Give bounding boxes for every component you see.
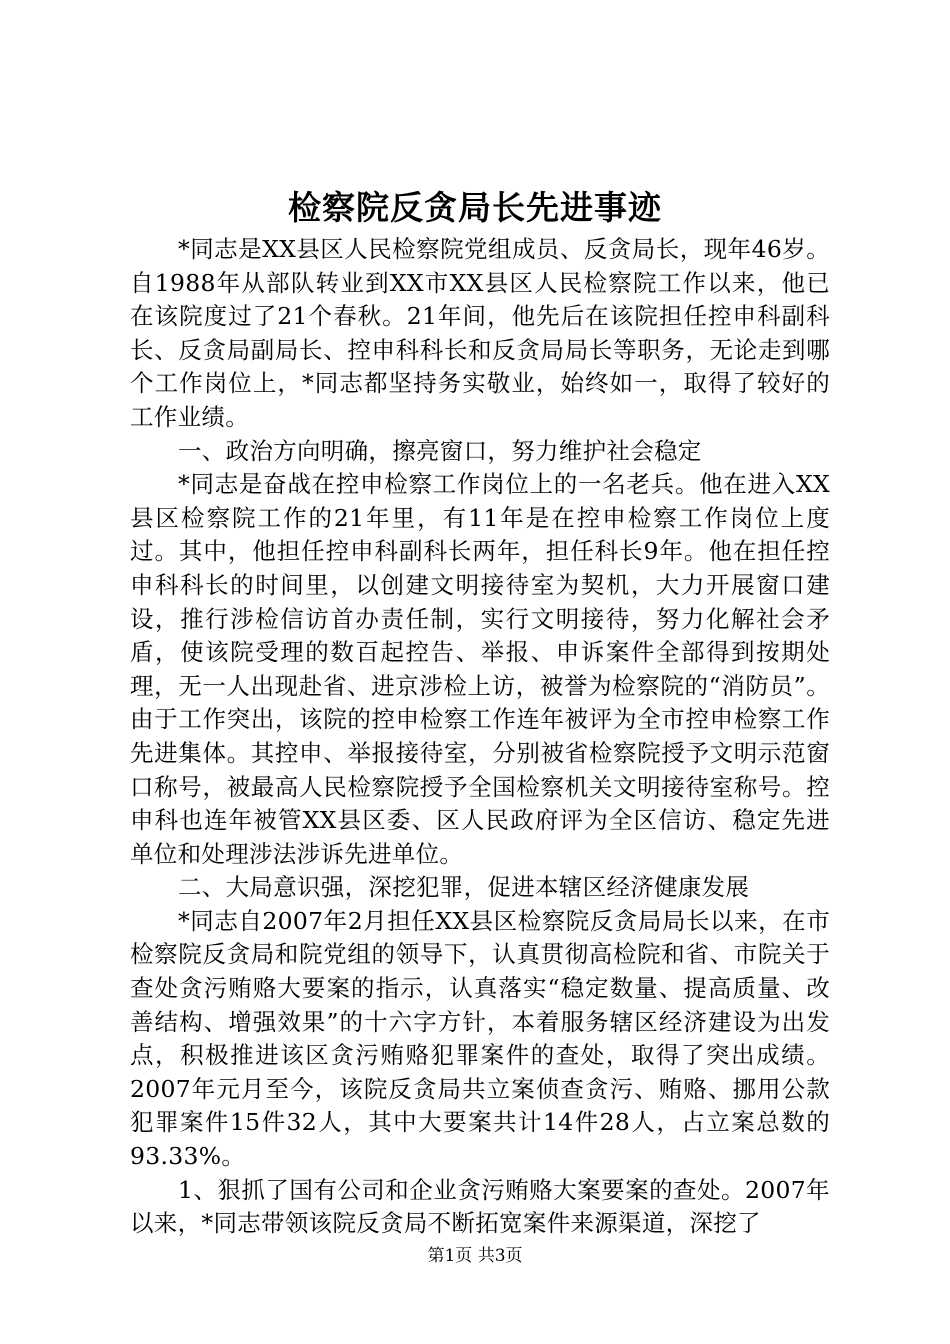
section-heading-2: 二、大局意识强，深挖犯罪，促进本辖区经济健康发展 [178, 873, 750, 902]
subsection-1-paragraph: 1、狠抓了国有公司和企业贪污贿赂大案要案的查处。2007年以来，*同志带领该院反贪局不断拓宽案件来源渠道，深挖了 [130, 1175, 830, 1238]
document-title: 检察院反贪局长先进事迹 [288, 188, 662, 227]
section-1-paragraph: *同志是奋战在控申检察工作岗位上的一名老兵。他在进入XX县区检察院工作的21年里，有11年是在控申检察工作岗位上度过。其中，他担任控申科副科长两年，担任科长9年。他在担任控申科科长的时间里，以创建文明接待室为契机，大力开展窗口建设，推行涉检信访首办责任制，实行文明接待，努力化解社会矛盾，使该院受理的数百起控告、举报、申诉案件全部得到按期处理，无一人出现赴省、进京涉检上访，被誉为检察院的“消防员”。由于工作突出，该院的控申检察工作连年被评为全市控申检察工作先进集体。其控申、举报接待室，分别被省检察院授予文明示范窗口称号，被最高人民检察院授予全国检察机关文明接待室称号。控申科也连年被管XX县区委、区人民政府评为全区信访、稳定先进单位和处理涉法涉诉先进单位。 [130, 470, 830, 868]
page-number-footer: 第1页 共3页 [427, 1246, 523, 1266]
section-heading-1: 一、政治方向明确，擦亮窗口，努力维护社会稳定 [178, 436, 702, 465]
document-body [130, 233, 830, 1241]
section-2-paragraph: *同志自2007年2月担任XX县区检察院反贪局局长以来，在市检察院反贪局和院党组的领导下，认真贯彻高检院和省、市院关于查处贪污贿赂大要案的指示，认真落实“稳定数量、提高质量、改善结构、增强效果”的十六字方针，本着服务辖区经济建设为出发点，积极推进该区贪污贿赂犯罪案件的查处，取得了突出成绩。2007年元月至今，该院反贪局共立案侦查贪污、贿赂、挪用公款犯罪案件15件32人，其中大要案共计14件28人，占立案总数的93.33%。 [130, 906, 830, 1171]
intro-paragraph: *同志是XX县区人民检察院党组成员、反贪局长，现年46岁。自1988年从部队转业到XX市XX县区人民检察院工作以来，他已在该院度过了21个春秋。21年间，他先后在该院担任控申科副科长、反贪局副局长、控申科科长和反贪局局长等职务，无论走到哪个工作岗位上，*同志都坚持务实敬业，始终如一，取得了较好的工作业绩。 [130, 235, 830, 431]
